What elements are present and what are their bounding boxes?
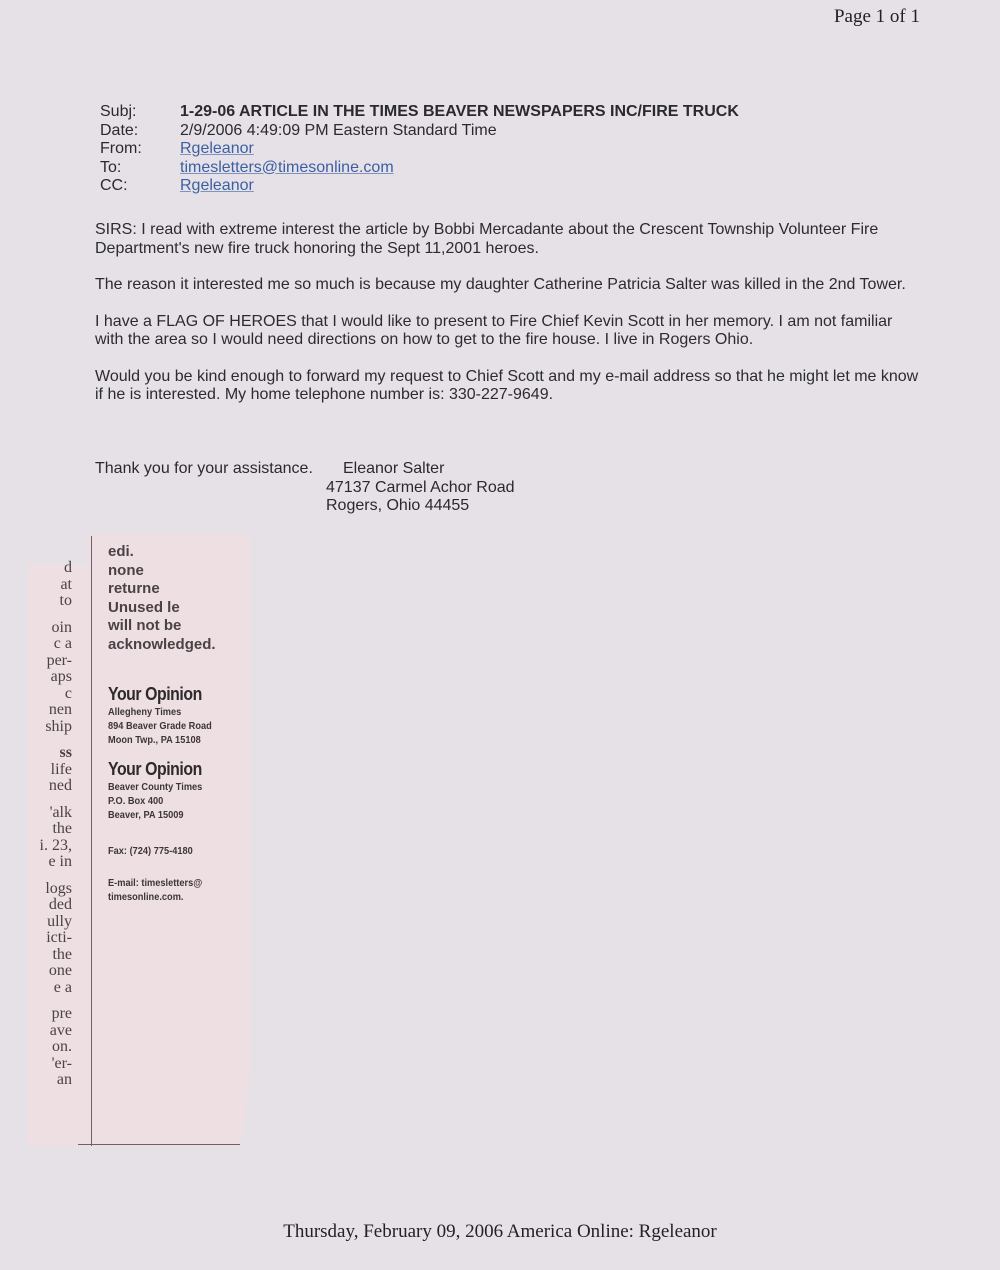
clipping-column-rule (91, 536, 92, 1146)
from-link[interactable]: Rgeleanor (180, 140, 254, 157)
signer-city: Rogers, Ohio 44455 (326, 497, 470, 514)
subject-label: Subj: (100, 103, 137, 120)
clipping-note-line: Unused le (108, 598, 180, 616)
clipping-left-line: an (56, 1072, 72, 1088)
page-footer: Thursday, February 09, 2006 America Online: Rgeleanor (283, 1221, 717, 1242)
opinion-address-line: P.O. Box 400 (108, 795, 164, 807)
clipping-left-line: ss (59, 745, 72, 761)
clipping-left-line: to (59, 593, 72, 609)
to-label: To: (100, 158, 122, 176)
date-value: 2/9/2006 4:49:09 PM Eastern Standard Time (180, 121, 497, 139)
clipping-left-line: d (64, 560, 72, 576)
clipping-note-line: acknowledged. (108, 635, 216, 653)
clipping-left-line: the (52, 821, 72, 837)
cc-label: CC: (100, 177, 128, 194)
opinion-address-line: Beaver, PA 15009 (108, 809, 184, 821)
opinion-title-allegheny: Your Opinion (108, 684, 202, 704)
cc-link[interactable]: Rgeleanor (180, 177, 254, 194)
clipping-left-column (30, 560, 72, 1089)
clipping-left-line: on. (52, 1039, 72, 1055)
clipping-left-line: ned (48, 778, 72, 794)
clipping-left-line: aps (50, 669, 72, 685)
clipping-note-line: will not be (108, 617, 182, 634)
body-paragraph-2: The reason it interested me so much is because my daughter Catherine Patricia Salter was killed in the 2nd Tower. (95, 276, 906, 293)
clipping-right-column (108, 543, 243, 904)
clipping-left-line: c a (53, 636, 72, 652)
body-paragraph-4: Would you be kind enough to forward my request to Chief Scott and my e-mail address so that he might let me know if he is interested. My home telephone number is: 330-227-9649. (95, 367, 919, 403)
clipping-note-line: none (108, 561, 144, 579)
clipping-left-line: the (52, 946, 72, 963)
clipping-left-line: e in (48, 854, 72, 870)
signer-street: 47137 Carmel Achor Road (326, 478, 515, 496)
date-label: Date: (100, 121, 139, 139)
clipping-left-line: ded (48, 897, 72, 913)
opinion-address-line: Beaver County Times (108, 781, 203, 793)
clipping-left-line: ave (49, 1022, 72, 1039)
clipping-left-line: c (64, 685, 72, 702)
to-link[interactable]: timesletters@timesonline.com (180, 158, 394, 176)
clipping-note-line: returne (108, 580, 160, 597)
body-paragraph-3: I have a FLAG OF HEROES that I would like to present to Fire Chief Kevin Scott in her memory. I am not familiar with the area so I would need directions on how to get to the fire house. I live in Rogers Ohio. (95, 312, 893, 348)
clipping-left-line: icti- (46, 930, 72, 946)
to-row (100, 159, 739, 178)
thanks-text: Thank you for your assistance. (95, 460, 313, 477)
opinion-email-line: E-mail: timesletters@ (108, 877, 203, 889)
clipping-left-line: i. 23, (39, 837, 72, 854)
opinion-address-line: 894 Beaver Grade Road (108, 720, 212, 732)
clipping-left-line: e a (53, 979, 72, 996)
clipping-left-line: per- (46, 652, 72, 669)
signer-name: Eleanor Salter (343, 460, 445, 477)
clipping-left-line: ully (47, 913, 72, 930)
clipping-left-line: 'alk (49, 804, 72, 821)
clipping-left-line: 'er- (51, 1055, 72, 1072)
cc-row (100, 177, 739, 196)
clipping-left-line: logs (45, 880, 72, 897)
opinion-title-beaver: Your Opinion (108, 759, 202, 779)
opinion-address-line: Allegheny Times (108, 706, 182, 718)
body-paragraph-1: SIRS: I read with extreme interest the article by Bobbi Mercadante about the Crescent Township Volunteer Fire Department's new fire truck honoring the Sept 11,2001 heroes. (95, 221, 879, 257)
clipping-left-line: pre (51, 1006, 72, 1022)
from-row (100, 140, 739, 159)
opinion-email-line: timesonline.com. (108, 891, 184, 903)
clipping-left-line: at (60, 576, 72, 593)
opinion-address-line: Moon Twp., PA 15108 (108, 734, 201, 746)
clipping-left-line: oin (51, 619, 72, 636)
clipping-left-line: life (50, 761, 72, 778)
email-header (100, 103, 739, 196)
date-row (100, 122, 739, 141)
clipping-left-line: one (48, 963, 72, 979)
subject-value: 1-29-06 ARTICLE IN THE TIMES BEAVER NEWSPAPERS INC/FIRE TRUCK (180, 103, 739, 120)
clipping-left-line: ship (45, 718, 72, 735)
signature-block (95, 460, 515, 516)
email-body (95, 221, 925, 423)
clipping-left-line: nen (48, 702, 72, 718)
from-label: From: (100, 140, 142, 157)
opinion-fax: Fax: (724) 775-4180 (108, 845, 193, 857)
page-number: Page 1 of 1 (833, 6, 920, 27)
subject-row (100, 103, 739, 122)
clipping-bottom-rule (78, 1144, 240, 1145)
clipping-note-line: edi. (108, 543, 134, 560)
